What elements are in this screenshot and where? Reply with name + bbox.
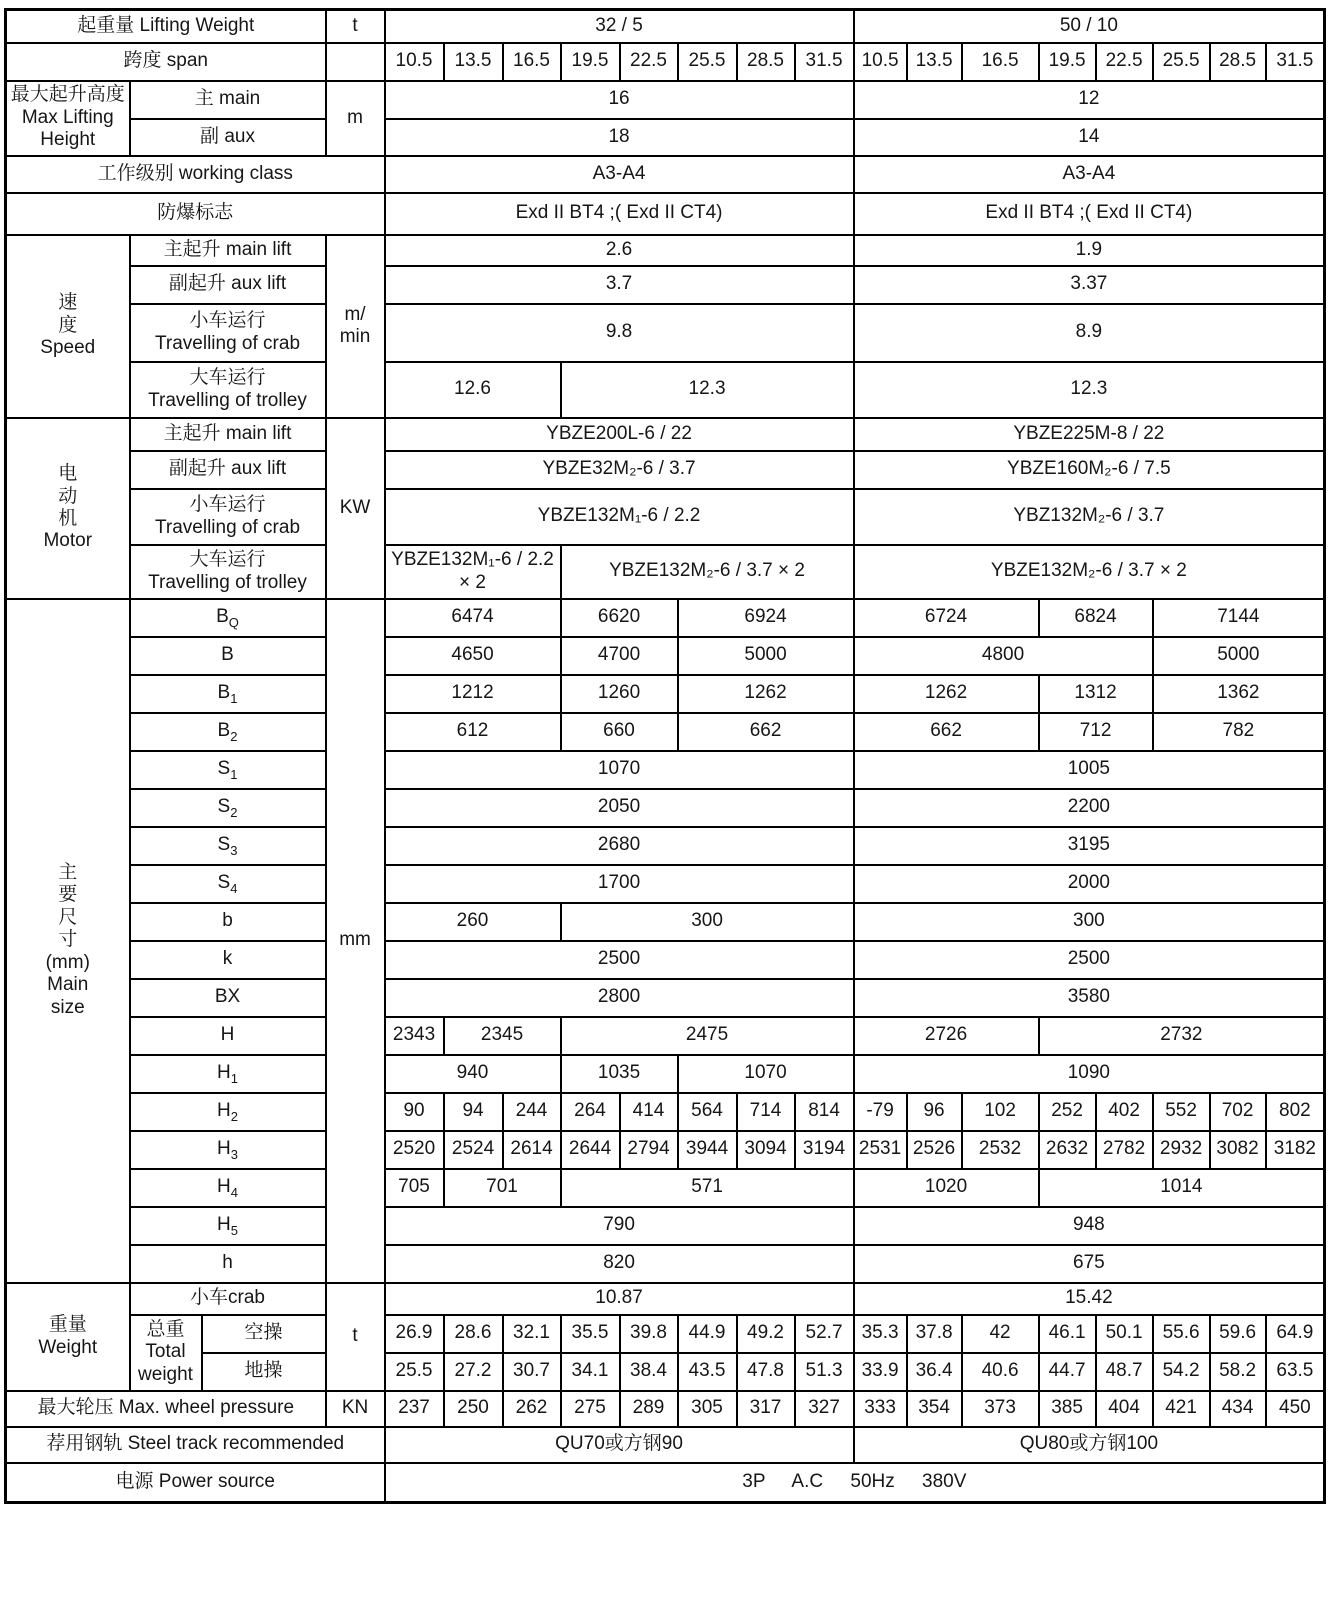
- speed-main-right: 1.9: [854, 235, 1325, 266]
- dim-value: 4800: [854, 637, 1153, 675]
- dim-label-H5: $H_5$: [130, 1207, 326, 1245]
- weight-group-label: 重量 Weight: [6, 1283, 130, 1391]
- dim-value: 2526: [907, 1131, 962, 1169]
- dim-value: 1260: [561, 675, 678, 713]
- weight-value: 37.8: [907, 1315, 962, 1353]
- weight-value: 28.6: [444, 1315, 503, 1353]
- dim-value: 1070: [678, 1055, 854, 1093]
- span-value: 28.5: [737, 43, 795, 81]
- dim-value: 1212: [385, 675, 561, 713]
- dim-value: 3094: [737, 1131, 795, 1169]
- weight-total-label: 总重 Total weight: [130, 1315, 202, 1391]
- weight-value: 50.1: [1096, 1315, 1153, 1353]
- wheel-pressure-label: 最大轮压 Max. wheel pressure: [6, 1391, 326, 1427]
- wheel-pressure-value: 450: [1266, 1391, 1325, 1427]
- weight-value: 38.4: [620, 1353, 678, 1391]
- motor-trolley-left-1: YBZE132M₁-6 / 2.2 × 2: [385, 545, 561, 599]
- dim-value: 2000: [854, 865, 1325, 903]
- max-height-group-label: 最大起升高度 Max Lifting Height: [6, 81, 130, 156]
- speed-unit: m/ min: [326, 235, 385, 418]
- span-value: 22.5: [620, 43, 678, 81]
- motor-trolley-left-2: YBZE132M₂-6 / 3.7 × 2: [561, 545, 854, 599]
- dim-value: 3082: [1210, 1131, 1266, 1169]
- weight-crab-left: 10.87: [385, 1283, 854, 1315]
- capacity-left: 32 / 5: [385, 10, 854, 43]
- speed-trolley-right: 12.3: [854, 362, 1325, 418]
- motor-main-label: 主起升 main lift: [130, 418, 326, 451]
- dim-value: 2632: [1039, 1131, 1096, 1169]
- working-class-label: 工作级别 working class: [6, 156, 385, 193]
- wheel-pressure-value: 421: [1153, 1391, 1210, 1427]
- wheel-pressure-value: 250: [444, 1391, 503, 1427]
- height-main-label: 主 main: [130, 81, 326, 119]
- weight-value: 34.1: [561, 1353, 620, 1391]
- dim-value: 701: [444, 1169, 561, 1207]
- span-label: 跨度 span: [6, 43, 326, 81]
- dim-value: 702: [1210, 1093, 1266, 1131]
- dim-label-h: h: [130, 1245, 326, 1283]
- power-source-label: 电源 Power source: [6, 1463, 385, 1503]
- weight-value: 55.6: [1153, 1315, 1210, 1353]
- dim-value: 2343: [385, 1017, 444, 1055]
- span-value: 19.5: [1039, 43, 1096, 81]
- working-class-right: A3-A4: [854, 156, 1325, 193]
- speed-group-label: 速 度 Speed: [6, 235, 130, 418]
- steel-track-left: QU70或方钢90: [385, 1427, 854, 1463]
- dim-label-H2: $H_2$: [130, 1093, 326, 1131]
- span-value: 25.5: [678, 43, 737, 81]
- dim-value: 264: [561, 1093, 620, 1131]
- motor-main-left: YBZE200L-6 / 22: [385, 418, 854, 451]
- explosion-proof-left: Exd II BT4 ;( Exd II CT4): [385, 193, 854, 235]
- dim-value: 2050: [385, 789, 854, 827]
- wheel-pressure-value: 305: [678, 1391, 737, 1427]
- weight-value: 63.5: [1266, 1353, 1325, 1391]
- dim-value: 820: [385, 1245, 854, 1283]
- wheel-pressure-value: 373: [962, 1391, 1039, 1427]
- wheel-pressure-value: 404: [1096, 1391, 1153, 1427]
- dim-value: 2680: [385, 827, 854, 865]
- dim-value: 2500: [385, 941, 854, 979]
- span-value: 22.5: [1096, 43, 1153, 81]
- span-value: 10.5: [854, 43, 907, 81]
- weight-value: 52.7: [795, 1315, 854, 1353]
- dim-value: 662: [854, 713, 1039, 751]
- motor-trolley-right: YBZE132M₂-6 / 3.7 × 2: [854, 545, 1325, 599]
- weight-value: 27.2: [444, 1353, 503, 1391]
- height-unit: m: [326, 81, 385, 156]
- dim-label-B2: $B_2$: [130, 713, 326, 751]
- span-unit-empty: [326, 43, 385, 81]
- dim-value: 3194: [795, 1131, 854, 1169]
- dim-value: 802: [1266, 1093, 1325, 1131]
- dim-value: 3182: [1266, 1131, 1325, 1169]
- dim-label-S4: $S_4$: [130, 865, 326, 903]
- motor-crab-label: 小车运行 Travelling of crab: [130, 489, 326, 545]
- span-value: 25.5: [1153, 43, 1210, 81]
- dim-value: 2782: [1096, 1131, 1153, 1169]
- weight-value: 44.9: [678, 1315, 737, 1353]
- dim-value: 782: [1153, 713, 1325, 751]
- height-aux-left: 18: [385, 119, 854, 156]
- steel-track-right: QU80或方钢100: [854, 1427, 1325, 1463]
- dim-value: 6924: [678, 599, 854, 637]
- dim-value: 244: [503, 1093, 561, 1131]
- weight-value: 39.8: [620, 1315, 678, 1353]
- wheel-pressure-value: 237: [385, 1391, 444, 1427]
- lifting-weight-label: 起重量 Lifting Weight: [6, 10, 326, 43]
- motor-unit: KW: [326, 418, 385, 599]
- dim-label-B1: $B_1$: [130, 675, 326, 713]
- height-aux-label: 副 aux: [130, 119, 326, 156]
- power-source-value: 3P A.C 50Hz 380V: [385, 1463, 1325, 1503]
- span-value: 13.5: [907, 43, 962, 81]
- steel-track-label: 荐用钢轨 Steel track recommended: [6, 1427, 385, 1463]
- dim-value: 790: [385, 1207, 854, 1245]
- height-main-right: 12: [854, 81, 1325, 119]
- dim-value: 612: [385, 713, 561, 751]
- dim-value: 2532: [962, 1131, 1039, 1169]
- span-value: 31.5: [795, 43, 854, 81]
- dim-value: 712: [1039, 713, 1153, 751]
- weight-value: 47.8: [737, 1353, 795, 1391]
- main-size-unit: mm: [326, 599, 385, 1283]
- dim-label-H1: $H_1$: [130, 1055, 326, 1093]
- span-value: 28.5: [1210, 43, 1266, 81]
- span-value: 31.5: [1266, 43, 1325, 81]
- wheel-pressure-value: 385: [1039, 1391, 1096, 1427]
- wheel-pressure-value: 434: [1210, 1391, 1266, 1427]
- dim-value: 2345: [444, 1017, 561, 1055]
- dim-label-b: b: [130, 903, 326, 941]
- speed-crab-label: 小车运行 Travelling of crab: [130, 304, 326, 362]
- dim-value: 705: [385, 1169, 444, 1207]
- dim-value: 260: [385, 903, 561, 941]
- dim-value: 7144: [1153, 599, 1325, 637]
- dim-value: 1020: [854, 1169, 1039, 1207]
- dim-value: 300: [854, 903, 1325, 941]
- weight-value: 48.7: [1096, 1353, 1153, 1391]
- weight-value: 40.6: [962, 1353, 1039, 1391]
- dim-value: 3944: [678, 1131, 737, 1169]
- weight-value: 51.3: [795, 1353, 854, 1391]
- wheel-pressure-value: 317: [737, 1391, 795, 1427]
- weight-empty-op-label: 空操: [202, 1315, 326, 1353]
- dim-label-H4: $H_4$: [130, 1169, 326, 1207]
- weight-value: 35.5: [561, 1315, 620, 1353]
- dim-value: 252: [1039, 1093, 1096, 1131]
- motor-group-label: 电 动 机 Motor: [6, 418, 130, 599]
- weight-value: 26.9: [385, 1315, 444, 1353]
- dim-value: 2614: [503, 1131, 561, 1169]
- wheel-pressure-unit: KN: [326, 1391, 385, 1427]
- dim-value: 1312: [1039, 675, 1153, 713]
- weight-crab-label: 小车crab: [130, 1283, 326, 1315]
- weight-value: 30.7: [503, 1353, 561, 1391]
- dim-value: 571: [561, 1169, 854, 1207]
- weight-value: 33.9: [854, 1353, 907, 1391]
- explosion-proof-label: 防爆标志: [6, 193, 385, 235]
- speed-aux-left: 3.7: [385, 266, 854, 304]
- weight-value: 64.9: [1266, 1315, 1325, 1353]
- span-value: 16.5: [503, 43, 561, 81]
- dim-value: 660: [561, 713, 678, 751]
- speed-trolley-left-2: 12.3: [561, 362, 854, 418]
- weight-value: 43.5: [678, 1353, 737, 1391]
- dim-value: 6724: [854, 599, 1039, 637]
- span-value: 16.5: [962, 43, 1039, 81]
- weight-value: 36.4: [907, 1353, 962, 1391]
- dim-value: 552: [1153, 1093, 1210, 1131]
- weight-unit: t: [326, 1283, 385, 1391]
- motor-crab-left: YBZE132M₁-6 / 2.2: [385, 489, 854, 545]
- dim-value: 1262: [854, 675, 1039, 713]
- speed-trolley-label: 大车运行 Travelling of trolley: [130, 362, 326, 418]
- dim-value: 1700: [385, 865, 854, 903]
- speed-aux-label: 副起升 aux lift: [130, 266, 326, 304]
- dim-value: 2800: [385, 979, 854, 1017]
- motor-aux-label: 副起升 aux lift: [130, 451, 326, 489]
- dim-value: 2794: [620, 1131, 678, 1169]
- dim-value: 2932: [1153, 1131, 1210, 1169]
- wheel-pressure-value: 262: [503, 1391, 561, 1427]
- dim-value: 675: [854, 1245, 1325, 1283]
- dim-label-BX: BX: [130, 979, 326, 1017]
- speed-crab-right: 8.9: [854, 304, 1325, 362]
- dim-value: 1070: [385, 751, 854, 789]
- weight-ground-op-label: 地操: [202, 1353, 326, 1391]
- dim-value: 1035: [561, 1055, 678, 1093]
- motor-trolley-label: 大车运行 Travelling of trolley: [130, 545, 326, 599]
- dim-value: 6620: [561, 599, 678, 637]
- speed-main-left: 2.6: [385, 235, 854, 266]
- dim-value: 2531: [854, 1131, 907, 1169]
- dim-value: 2644: [561, 1131, 620, 1169]
- dim-value: 3580: [854, 979, 1325, 1017]
- speed-trolley-left-1: 12.6: [385, 362, 561, 418]
- dim-value: 814: [795, 1093, 854, 1131]
- dim-value: 2520: [385, 1131, 444, 1169]
- dim-value: 714: [737, 1093, 795, 1131]
- dim-label-H: H: [130, 1017, 326, 1055]
- wheel-pressure-value: 289: [620, 1391, 678, 1427]
- dim-value: 3195: [854, 827, 1325, 865]
- speed-aux-right: 3.37: [854, 266, 1325, 304]
- wheel-pressure-value: 354: [907, 1391, 962, 1427]
- motor-crab-right: YBZ132M₂-6 / 3.7: [854, 489, 1325, 545]
- speed-main-label: 主起升 main lift: [130, 235, 326, 266]
- lifting-weight-unit: t: [326, 10, 385, 43]
- dim-label-S1: $S_1$: [130, 751, 326, 789]
- dim-value: 5000: [1153, 637, 1325, 675]
- span-value: 19.5: [561, 43, 620, 81]
- weight-value: 32.1: [503, 1315, 561, 1353]
- main-size-group-label: 主 要 尺 寸 (mm) Main size: [6, 599, 130, 1283]
- dim-value: 402: [1096, 1093, 1153, 1131]
- dim-value: 414: [620, 1093, 678, 1131]
- dim-value: 6474: [385, 599, 561, 637]
- dim-value: 1090: [854, 1055, 1325, 1093]
- dim-label-S3: $S_3$: [130, 827, 326, 865]
- dim-value: 940: [385, 1055, 561, 1093]
- dim-value: 1362: [1153, 675, 1325, 713]
- dim-label-BQ: $B_Q$: [130, 599, 326, 637]
- dim-value: 96: [907, 1093, 962, 1131]
- dim-value: -79: [854, 1093, 907, 1131]
- dim-value: 2524: [444, 1131, 503, 1169]
- dim-value: 94: [444, 1093, 503, 1131]
- dim-label-k: k: [130, 941, 326, 979]
- motor-main-right: YBZE225M-8 / 22: [854, 418, 1325, 451]
- explosion-proof-right: Exd II BT4 ;( Exd II CT4): [854, 193, 1325, 235]
- working-class-left: A3-A4: [385, 156, 854, 193]
- weight-value: 54.2: [1153, 1353, 1210, 1391]
- dim-value: 662: [678, 713, 854, 751]
- dim-label-B: B: [130, 637, 326, 675]
- weight-value: 42: [962, 1315, 1039, 1353]
- height-main-left: 16: [385, 81, 854, 119]
- wheel-pressure-value: 327: [795, 1391, 854, 1427]
- wheel-pressure-value: 275: [561, 1391, 620, 1427]
- capacity-right: 50 / 10: [854, 10, 1325, 43]
- span-value: 13.5: [444, 43, 503, 81]
- dim-value: 2475: [561, 1017, 854, 1055]
- speed-crab-left: 9.8: [385, 304, 854, 362]
- span-value: 10.5: [385, 43, 444, 81]
- dim-value: 948: [854, 1207, 1325, 1245]
- dim-value: 564: [678, 1093, 737, 1131]
- motor-aux-right: YBZE160M₂-6 / 7.5: [854, 451, 1325, 489]
- height-aux-right: 14: [854, 119, 1325, 156]
- weight-value: 58.2: [1210, 1353, 1266, 1391]
- weight-value: 59.6: [1210, 1315, 1266, 1353]
- wheel-pressure-value: 333: [854, 1391, 907, 1427]
- dim-label-H3: $H_3$: [130, 1131, 326, 1169]
- dim-value: 4650: [385, 637, 561, 675]
- dim-value: 2732: [1039, 1017, 1325, 1055]
- crane-spec-table: [4, 8, 1326, 1504]
- weight-crab-right: 15.42: [854, 1283, 1325, 1315]
- dim-value: 102: [962, 1093, 1039, 1131]
- weight-value: 44.7: [1039, 1353, 1096, 1391]
- dim-label-S2: $S_2$: [130, 789, 326, 827]
- dim-value: 1014: [1039, 1169, 1325, 1207]
- dim-value: 1005: [854, 751, 1325, 789]
- dim-value: 300: [561, 903, 854, 941]
- dim-value: 2726: [854, 1017, 1039, 1055]
- dim-value: 5000: [678, 637, 854, 675]
- dim-value: 4700: [561, 637, 678, 675]
- dim-value: 6824: [1039, 599, 1153, 637]
- dim-value: 1262: [678, 675, 854, 713]
- weight-value: 25.5: [385, 1353, 444, 1391]
- dim-value: 2200: [854, 789, 1325, 827]
- motor-aux-left: YBZE32M₂-6 / 3.7: [385, 451, 854, 489]
- weight-value: 49.2: [737, 1315, 795, 1353]
- weight-value: 35.3: [854, 1315, 907, 1353]
- dim-value: 2500: [854, 941, 1325, 979]
- weight-value: 46.1: [1039, 1315, 1096, 1353]
- dim-value: 90: [385, 1093, 444, 1131]
